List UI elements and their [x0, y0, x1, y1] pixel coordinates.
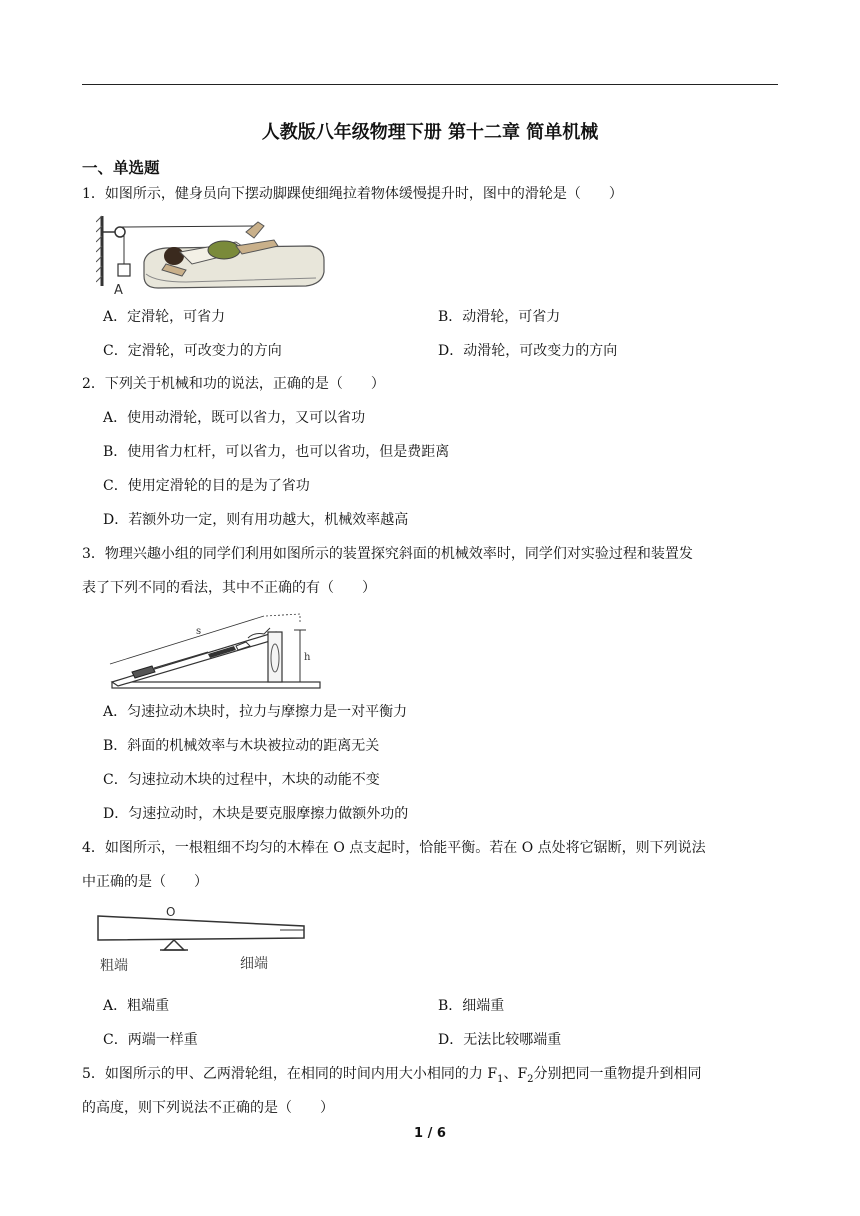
section-heading: 一、单选题	[82, 159, 160, 177]
q5-stem-line2: 的高度，则下列说法不正确的是（ ）	[82, 1100, 334, 1116]
q1-option-c: C．定滑轮，可改变力的方向	[103, 343, 282, 359]
q2-stem: 2．下列关于机械和功的说法，正确的是（ ）	[82, 376, 385, 392]
q3-figure	[104, 608, 326, 694]
q1-option-b: B．动滑轮，可省力	[438, 309, 561, 325]
q1-option-a: A．定滑轮，可省力	[103, 309, 226, 325]
q5-stem-line1: 5．如图所示的甲、乙两滑轮组，在相同的时间内用大小相同的力 $F_1$、$F_2$分别把同一重物提升到相同	[82, 1066, 702, 1085]
q2-option-b: B．使用省力杠杆，可以省力，也可以省功，但是费距离	[103, 444, 450, 460]
q1-option-d: D．动滑轮，可改变力的方向	[438, 343, 618, 359]
q3-option-d: D．匀速拉动时，木块是要克服摩擦力做额外功的	[103, 806, 409, 822]
q4-stem-line2: 中正确的是（ ）	[82, 874, 208, 890]
page-title: 人教版八年级物理下册 第十二章 简单机械	[261, 122, 599, 143]
q2-option-c: C．使用定滑轮的目的是为了省功	[103, 478, 310, 494]
q4-option-b: B．细端重	[438, 998, 505, 1014]
q3-option-a: A．匀速拉动木块时，拉力与摩擦力是一对平衡力	[103, 704, 408, 720]
q4-option-c: C．两端一样重	[103, 1032, 198, 1048]
q4-figure	[94, 902, 310, 978]
q3-option-b: B．斜面的机械效率与木块被拉动的距离无关	[103, 738, 380, 754]
q3-stem-line2: 表了下列不同的看法，其中不正确的有（ ）	[82, 580, 376, 596]
q1-figure	[96, 212, 328, 298]
q3-figure-h: h	[304, 652, 311, 663]
page-number: 1 / 6	[414, 1126, 446, 1141]
q4-figure-o: O	[166, 905, 176, 919]
q1-figure-label: A	[114, 283, 123, 298]
q1-stem: 1．如图所示，健身员向下摆动脚踝使细绳拉着物体缓慢提升时，图中的滑轮是（ ）	[82, 186, 623, 202]
header-rule	[82, 84, 778, 85]
q3-stem-line1: 3．物理兴趣小组的同学们利用如图所示的装置探究斜面的机械效率时，同学们对实验过程和装置发	[82, 546, 693, 562]
q4-figure-thin: 细端	[240, 956, 268, 972]
q2-option-a: A．使用动滑轮，既可以省力，又可以省功	[103, 410, 366, 426]
q4-option-d: D．无法比较哪端重	[438, 1032, 562, 1048]
q4-option-a: A．粗端重	[103, 998, 170, 1014]
q3-option-c: C．匀速拉动木块的过程中，木块的动能不变	[103, 772, 380, 788]
q4-stem-line1: 4．如图所示，一根粗细不均匀的木棒在 O 点支起时，恰能平衡。若在 O 点处将它锯断，则下列说法	[82, 840, 706, 856]
q4-figure-thick: 粗端	[100, 958, 128, 974]
q2-option-d: D．若额外功一定，则有用功越大，机械效率越高	[103, 512, 409, 528]
q3-figure-s: s	[196, 626, 202, 637]
